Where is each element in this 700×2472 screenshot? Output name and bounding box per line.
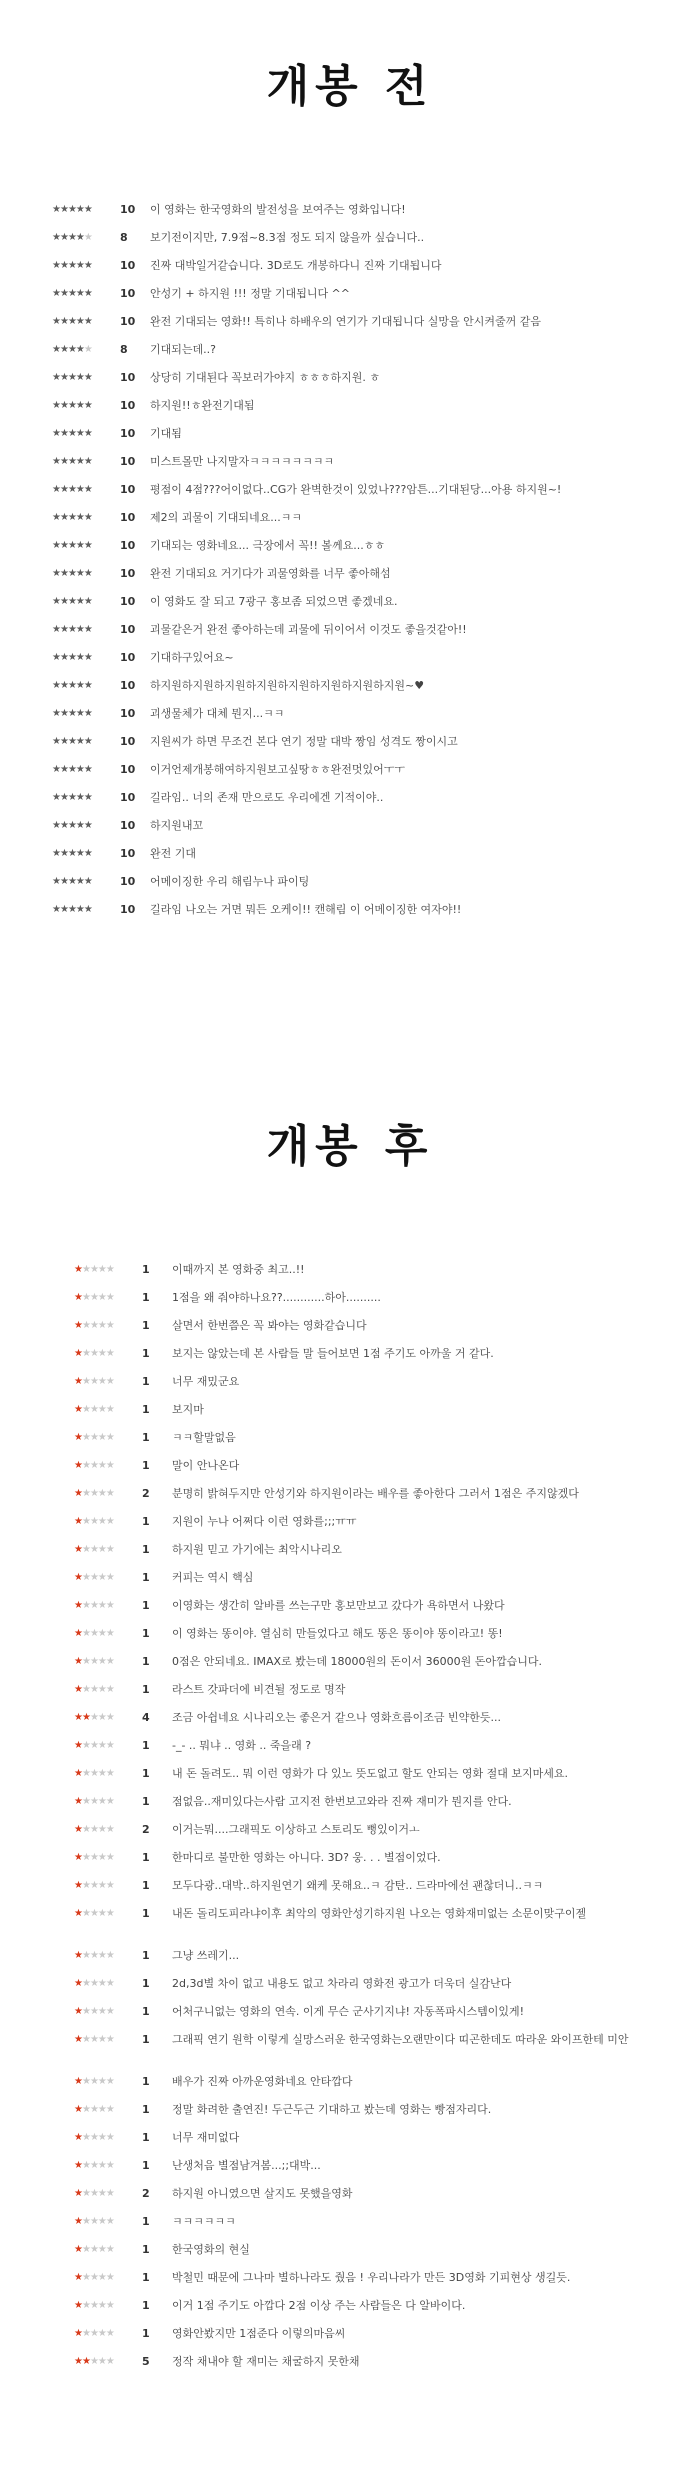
rating-stars-icon: ★★★★★ xyxy=(74,2104,114,2115)
review-score: 5 xyxy=(142,2355,150,2368)
review-row xyxy=(0,651,700,679)
review-text: 완전 기대되는 영화!! 특히나 하배우의 연기가 기대됩니다 실망을 안시켜줄꺼 같음 xyxy=(150,315,541,328)
review-row xyxy=(0,1683,700,1711)
review-row xyxy=(0,2355,700,2383)
review-text: -_- .. 뭐냐 .. 영화 .. 죽을래 ? xyxy=(172,1739,312,1752)
review-score: 10 xyxy=(120,427,136,440)
review-score: 10 xyxy=(120,203,136,216)
rating-stars-icon: ★★★★★ xyxy=(74,1376,114,1387)
review-score: 10 xyxy=(120,371,136,384)
review-score: 1 xyxy=(142,2271,150,2284)
rating-stars-icon: ★★★★★ xyxy=(74,1544,114,1555)
rating-stars-icon: ★★★★★ xyxy=(74,1656,114,1667)
review-score: 1 xyxy=(142,1627,150,1640)
review-row xyxy=(0,2243,700,2271)
review-text: 1점을 왜 줘야하나요??............하아.......... xyxy=(172,1291,381,1304)
rating-stars-icon: ★★★★★ xyxy=(74,2216,114,2227)
review-row xyxy=(0,1949,700,1977)
review-text: 완전 기대 xyxy=(150,847,197,860)
review-text: 제2의 괴물이 기대되네요...ㅋㅋ xyxy=(150,511,302,524)
review-score: 10 xyxy=(120,679,136,692)
review-row xyxy=(0,2299,700,2327)
rating-stars-icon: ★★★★★ xyxy=(52,736,92,747)
rating-stars-icon: ★★★★★ xyxy=(74,2160,114,2171)
review-row xyxy=(0,1487,700,1515)
review-text: 이거는뭐....그래픽도 이상하고 스토리도 뻥있이거ㅗ xyxy=(172,1823,420,1836)
review-score: 10 xyxy=(120,735,136,748)
review-text: 점없음..재미있다는사람 고지전 한번보고와라 진짜 재미가 뭔지를 안다. xyxy=(172,1795,512,1808)
rating-stars-icon: ★★★★★ xyxy=(74,2356,114,2367)
review-score: 10 xyxy=(120,539,136,552)
review-score: 10 xyxy=(120,259,136,272)
review-score: 10 xyxy=(120,483,136,496)
rating-stars-icon: ★★★★★ xyxy=(74,2300,114,2311)
rating-stars-icon: ★★★★★ xyxy=(52,596,92,607)
review-text: 보기전이지만, 7.9점~8.3점 정도 되지 않을까 싶습니다.. xyxy=(150,231,425,244)
review-text: 안성기 + 하지원 !!! 정말 기대됩니다 ^^ xyxy=(150,287,350,300)
review-score: 10 xyxy=(120,707,136,720)
review-score: 1 xyxy=(142,1655,150,1668)
review-score: 10 xyxy=(120,287,136,300)
review-score: 8 xyxy=(120,343,128,356)
review-text: 정말 화려한 출연진! 두근두근 기대하고 봤는데 영화는 빵점자리다. xyxy=(172,2103,492,2116)
review-text: 한국영화의 현실 xyxy=(172,2243,250,2256)
rating-stars-icon: ★★★★★ xyxy=(52,428,92,439)
review-score: 2 xyxy=(142,1487,150,1500)
review-text: 길라임.. 너의 존재 만으로도 우리에겐 기적이야.. xyxy=(150,791,384,804)
review-row xyxy=(0,1851,700,1879)
review-row xyxy=(0,595,700,623)
review-row xyxy=(0,2187,700,2215)
review-row xyxy=(0,1515,700,1543)
review-row xyxy=(0,819,700,847)
review-row xyxy=(0,1655,700,1683)
review-score: 10 xyxy=(120,903,136,916)
review-row xyxy=(0,763,700,791)
review-score: 1 xyxy=(142,1347,150,1360)
rating-stars-icon: ★★★★★ xyxy=(74,1572,114,1583)
review-text: 너무 재밌군요 xyxy=(172,1375,240,1388)
review-row xyxy=(0,791,700,819)
review-row xyxy=(0,259,700,287)
rating-stars-icon: ★★★★★ xyxy=(74,2188,114,2199)
review-row xyxy=(0,1711,700,1739)
review-row xyxy=(0,539,700,567)
review-score: 1 xyxy=(142,1851,150,1864)
review-score: 1 xyxy=(142,2103,150,2116)
rating-stars-icon: ★★★★★ xyxy=(52,232,92,243)
review-row xyxy=(0,1571,700,1599)
review-row xyxy=(0,2103,700,2131)
review-row xyxy=(0,2159,700,2187)
rating-stars-icon: ★★★★★ xyxy=(74,1264,114,1275)
rating-stars-icon: ★★★★★ xyxy=(74,1600,114,1611)
heading-before-release: 개봉 전 xyxy=(266,61,434,112)
review-row xyxy=(0,1459,700,1487)
review-row xyxy=(0,1767,700,1795)
review-text: 기대됨 xyxy=(150,427,182,440)
review-text: 하지원내꼬 xyxy=(150,819,204,832)
review-row xyxy=(0,1627,700,1655)
rating-stars-icon: ★★★★★ xyxy=(74,1320,114,1331)
review-row xyxy=(0,1879,700,1907)
review-text: 진짜 대박일거같습니다. 3D로도 개봉하다니 진짜 기대됩니다 xyxy=(150,259,442,272)
review-score: 10 xyxy=(120,763,136,776)
review-score: 1 xyxy=(142,2243,150,2256)
review-row xyxy=(0,735,700,763)
rating-stars-icon: ★★★★★ xyxy=(74,1740,114,1751)
review-text: 내 돈 돌려도.. 뭐 이런 영화가 다 있노 뜻도없고 할도 안되는 영화 절대 보지마세요. xyxy=(172,1767,568,1780)
rating-stars-icon: ★★★★★ xyxy=(74,1516,114,1527)
review-text: 0점은 안되네요. IMAX로 봤는데 18000원의 돈이서 36000원 돈아깝습니다. xyxy=(172,1655,543,1668)
review-text: ㅋㅋ할말없음 xyxy=(172,1431,236,1444)
review-text: 길라임 나오는 거면 뭐든 오케이!! 캔해림 이 어메이징한 여자야!! xyxy=(150,903,462,916)
rating-stars-icon: ★★★★★ xyxy=(52,260,92,271)
rating-stars-icon: ★★★★★ xyxy=(52,316,92,327)
rating-stars-icon: ★★★★★ xyxy=(74,1796,114,1807)
review-score: 1 xyxy=(142,1949,150,1962)
review-row xyxy=(0,455,700,483)
rating-stars-icon: ★★★★★ xyxy=(52,680,92,691)
rating-stars-icon: ★★★★★ xyxy=(74,1950,114,1961)
review-score: 1 xyxy=(142,1795,150,1808)
review-score: 1 xyxy=(142,1459,150,1472)
review-score: 1 xyxy=(142,1291,150,1304)
review-row xyxy=(0,2033,700,2075)
review-score: 10 xyxy=(120,315,136,328)
review-row xyxy=(0,1599,700,1627)
review-score: 1 xyxy=(142,1571,150,1584)
rating-stars-icon: ★★★★★ xyxy=(74,2328,114,2339)
review-score: 10 xyxy=(120,511,136,524)
review-score: 1 xyxy=(142,1543,150,1556)
rating-stars-icon: ★★★★★ xyxy=(52,568,92,579)
review-row xyxy=(0,679,700,707)
review-text: ㅋㅋㅋㅋㅋㅋ xyxy=(172,2215,236,2228)
review-text: 그냥 쓰레기... xyxy=(172,1949,240,1962)
rating-stars-icon: ★★★★★ xyxy=(74,1460,114,1471)
review-score: 1 xyxy=(142,2159,150,2172)
review-score: 1 xyxy=(142,1263,150,1276)
review-text: 내돈 돌리도피라냐이후 최악의 영화안성기하지원 나오는 영화재미없는 소문이맞구이젤 xyxy=(172,1907,587,1920)
rating-stars-icon: ★★★★★ xyxy=(74,1712,114,1723)
review-row xyxy=(0,231,700,259)
review-score: 10 xyxy=(120,875,136,888)
review-text: 기대하구있어요~ xyxy=(150,651,234,664)
rating-stars-icon: ★★★★★ xyxy=(74,2272,114,2283)
rating-stars-icon: ★★★★★ xyxy=(74,1628,114,1639)
rating-stars-icon: ★★★★★ xyxy=(52,288,92,299)
review-score: 1 xyxy=(142,1977,150,1990)
review-row xyxy=(0,483,700,511)
review-text: 괴생물체가 대체 뭔지...ㅋㅋ xyxy=(150,707,285,720)
review-text: 모두다광..대박..하지원연기 왜케 못해요..ㅋ 감탄.. 드라마에선 괜찮더니..ㅋㅋ xyxy=(172,1879,544,1892)
review-row xyxy=(0,203,700,231)
review-score: 1 xyxy=(142,2215,150,2228)
review-list-before xyxy=(0,203,700,931)
review-row xyxy=(0,567,700,595)
review-score: 8 xyxy=(120,231,128,244)
review-text: 평점이 4점???어이없다..CG가 완벽한것이 있었나???암튼...기대된당...아용 하지원~! xyxy=(150,483,562,496)
review-score: 1 xyxy=(142,2327,150,2340)
review-row xyxy=(0,1543,700,1571)
review-text: 이 영화는 한국영화의 발전성을 보여주는 영화입니다! xyxy=(150,203,406,216)
review-text: 보지는 않았는데 본 사람들 말 들어보면 1점 주기도 아까울 거 같다. xyxy=(172,1347,494,1360)
rating-stars-icon: ★★★★★ xyxy=(74,2244,114,2255)
review-text: 하지원 믿고 가기에는 최악시나리오 xyxy=(172,1543,342,1556)
review-text: 정작 채내야 할 재미는 채굴하지 못한채 xyxy=(172,2355,360,2368)
review-score: 1 xyxy=(142,1431,150,1444)
review-score: 1 xyxy=(142,2075,150,2088)
review-text: 2d,3d별 차이 없고 내용도 없고 차라리 영화전 광고가 더욱더 실감난다 xyxy=(172,1977,512,1990)
rating-stars-icon: ★★★★★ xyxy=(74,2006,114,2017)
review-score: 10 xyxy=(120,791,136,804)
review-score: 1 xyxy=(142,1907,150,1920)
rating-stars-icon: ★★★★★ xyxy=(52,624,92,635)
rating-stars-icon: ★★★★★ xyxy=(74,1488,114,1499)
review-row xyxy=(0,1347,700,1375)
rating-stars-icon: ★★★★★ xyxy=(74,1432,114,1443)
review-list-after xyxy=(0,1263,700,2383)
rating-stars-icon: ★★★★★ xyxy=(52,484,92,495)
review-text: 기대되는 영화네요... 극장에서 꼭!! 볼께요...ㅎㅎ xyxy=(150,539,386,552)
review-text: 난생처음 별점남겨봄...;;대박... xyxy=(172,2159,321,2172)
review-row xyxy=(0,847,700,875)
review-row xyxy=(0,1823,700,1851)
rating-stars-icon: ★★★★★ xyxy=(74,2034,114,2045)
review-text: 지원이 누나 어쩌다 이런 영화를;;;ㅠㅠ xyxy=(172,1515,357,1528)
review-text: 하지원!!ㅎ완전기대됨 xyxy=(150,399,255,412)
review-score: 1 xyxy=(142,1319,150,1332)
rating-stars-icon: ★★★★★ xyxy=(74,1684,114,1695)
review-text: 어메이징한 우리 해림누나 파이팅 xyxy=(150,875,310,888)
review-score: 10 xyxy=(120,399,136,412)
review-text: 어처구니없는 영화의 연속. 이게 무슨 군사기지냐! 자동폭파시스템이있게! xyxy=(172,2005,525,2018)
rating-stars-icon: ★★★★★ xyxy=(52,456,92,467)
rating-stars-icon: ★★★★★ xyxy=(74,1978,114,1989)
review-text: 상당히 기대된다 꼭보러가야지 ㅎㅎㅎ하지원. ㅎ xyxy=(150,371,381,384)
review-text: 박철민 때문에 그나마 별하나라도 줬음 ! 우리나라가 만든 3D영화 기피현상 생길듯. xyxy=(172,2271,571,2284)
review-text: 커피는 역시 핵심 xyxy=(172,1571,254,1584)
rating-stars-icon: ★★★★★ xyxy=(52,400,92,411)
review-text: 이 영화는 똥이야. 열심히 만들었다고 해도 똥은 똥이야 똥이라고! 똥! xyxy=(172,1627,503,1640)
rating-stars-icon: ★★★★★ xyxy=(52,204,92,215)
rating-stars-icon: ★★★★★ xyxy=(52,876,92,887)
review-text: 보지마 xyxy=(172,1403,204,1416)
review-score: 1 xyxy=(142,2299,150,2312)
rating-stars-icon: ★★★★★ xyxy=(74,1824,114,1835)
rating-stars-icon: ★★★★★ xyxy=(74,1852,114,1863)
review-text: 하지원하지원하지원하지원하지원하지원하지원하지원~♥ xyxy=(150,679,425,692)
review-text: 이 영화도 잘 되고 7광구 홍보좀 되었으면 좋겠네요. xyxy=(150,595,398,608)
review-score: 1 xyxy=(142,1375,150,1388)
rating-stars-icon: ★★★★★ xyxy=(52,904,92,915)
review-score: 1 xyxy=(142,1403,150,1416)
review-score: 10 xyxy=(120,651,136,664)
review-score: 1 xyxy=(142,1599,150,1612)
review-score: 10 xyxy=(120,455,136,468)
rating-stars-icon: ★★★★★ xyxy=(52,764,92,775)
review-text: 그래픽 연기 원학 이렇게 실망스러운 한국영화는오랜만이다 띠곤한데도 따라운 와이프한테 미안 xyxy=(172,2033,629,2046)
rating-stars-icon: ★★★★★ xyxy=(74,1880,114,1891)
rating-stars-icon: ★★★★★ xyxy=(52,344,92,355)
review-text: 기대되는데..? xyxy=(150,343,216,356)
review-score: 1 xyxy=(142,1879,150,1892)
rating-stars-icon: ★★★★★ xyxy=(74,1292,114,1303)
review-row xyxy=(0,875,700,903)
review-text: 미스트몰만 나지말자ㅋㅋㅋㅋㅋㅋㅋㅋ xyxy=(150,455,335,468)
rating-stars-icon: ★★★★★ xyxy=(52,540,92,551)
review-score: 1 xyxy=(142,2005,150,2018)
review-row xyxy=(0,1907,700,1949)
review-row xyxy=(0,623,700,651)
review-text: 배우가 진짜 아까운영화네요 안타깝다 xyxy=(172,2075,353,2088)
review-text: 분명히 밝혀두지만 안성기와 하지원이라는 배우를 좋아한다 그러서 1점은 주지않겠다 xyxy=(172,1487,579,1500)
review-text: 영화안봤지만 1점준다 이렇의마음씨 xyxy=(172,2327,346,2340)
review-text: 이거언제개봉해여하지원보고싶땅ㅎㅎ완전멋있어ㅜㅜ xyxy=(150,763,406,776)
review-text: 조금 아쉽네요 시나리오는 좋은거 같으나 영화흐름이조금 빈약한듯... xyxy=(172,1711,501,1724)
review-row xyxy=(0,287,700,315)
review-text: 라스트 갓파더에 비견될 정도로 명작 xyxy=(172,1683,346,1696)
review-score: 4 xyxy=(142,1711,150,1724)
review-text: 하지원 아니였으면 살지도 못했을영화 xyxy=(172,2187,353,2200)
rating-stars-icon: ★★★★★ xyxy=(52,708,92,719)
review-score: 1 xyxy=(142,2131,150,2144)
rating-stars-icon: ★★★★★ xyxy=(74,1404,114,1415)
review-text: 지원씨가 하면 무조건 본다 연기 정말 대박 짱임 성격도 짱이시고 xyxy=(150,735,458,748)
review-row xyxy=(0,1291,700,1319)
review-text: 말이 안나온다 xyxy=(172,1459,240,1472)
review-row xyxy=(0,399,700,427)
review-score: 1 xyxy=(142,1515,150,1528)
review-row xyxy=(0,903,700,931)
rating-stars-icon: ★★★★★ xyxy=(52,792,92,803)
rating-stars-icon: ★★★★★ xyxy=(52,512,92,523)
review-text: 괴물같은거 완전 좋아하는데 괴물에 뒤이어서 이것도 좋을것같아!! xyxy=(150,623,467,636)
rating-stars-icon: ★★★★★ xyxy=(74,2076,114,2087)
review-score: 10 xyxy=(120,595,136,608)
rating-stars-icon: ★★★★★ xyxy=(52,372,92,383)
review-row xyxy=(0,511,700,539)
review-row xyxy=(0,343,700,371)
review-row xyxy=(0,371,700,399)
review-text: 한마디로 불만한 영화는 아니다. 3D? 웅. . . 별점이었다. xyxy=(172,1851,441,1864)
review-score: 10 xyxy=(120,847,136,860)
review-text: 너무 재미없다 xyxy=(172,2131,240,2144)
review-row xyxy=(0,1977,700,2005)
review-row xyxy=(0,1319,700,1347)
review-row xyxy=(0,1403,700,1431)
review-row xyxy=(0,707,700,735)
review-score: 1 xyxy=(142,1739,150,1752)
review-row xyxy=(0,427,700,455)
review-row xyxy=(0,1795,700,1823)
review-text: 이때까지 본 영화중 최고..!! xyxy=(172,1263,305,1276)
review-row xyxy=(0,2075,700,2103)
review-score: 1 xyxy=(142,1767,150,1780)
review-row xyxy=(0,1263,700,1291)
rating-stars-icon: ★★★★★ xyxy=(52,820,92,831)
rating-stars-icon: ★★★★★ xyxy=(74,1348,114,1359)
review-row xyxy=(0,2327,700,2355)
rating-stars-icon: ★★★★★ xyxy=(52,848,92,859)
review-text: 이거 1점 주기도 아깝다 2점 이상 주는 사람들은 다 알바이다. xyxy=(172,2299,466,2312)
review-row xyxy=(0,1431,700,1459)
heading-after-release: 개봉 후 xyxy=(266,1121,434,1172)
rating-stars-icon: ★★★★★ xyxy=(74,1768,114,1779)
review-score: 2 xyxy=(142,1823,150,1836)
review-text: 이영화는 생간히 알바를 쓰는구만 홍보만보고 갔다가 욕하면서 나왔다 xyxy=(172,1599,505,1612)
rating-stars-icon: ★★★★★ xyxy=(52,652,92,663)
review-text: 살면서 한번쯤은 꼭 봐야는 영화같습니다 xyxy=(172,1319,367,1332)
review-score: 10 xyxy=(120,819,136,832)
rating-stars-icon: ★★★★★ xyxy=(74,2132,114,2143)
review-score: 2 xyxy=(142,2187,150,2200)
review-row xyxy=(0,2215,700,2243)
review-score: 1 xyxy=(142,1683,150,1696)
rating-stars-icon: ★★★★★ xyxy=(74,1908,114,1919)
review-text: 완전 기대되요 거기다가 괴물영화를 너무 좋아해섬 xyxy=(150,567,391,580)
review-row xyxy=(0,2131,700,2159)
review-row xyxy=(0,1739,700,1767)
review-score: 10 xyxy=(120,567,136,580)
review-row xyxy=(0,2271,700,2299)
review-score: 1 xyxy=(142,2033,150,2046)
review-row xyxy=(0,1375,700,1403)
review-row xyxy=(0,315,700,343)
review-score: 10 xyxy=(120,623,136,636)
review-row xyxy=(0,2005,700,2033)
